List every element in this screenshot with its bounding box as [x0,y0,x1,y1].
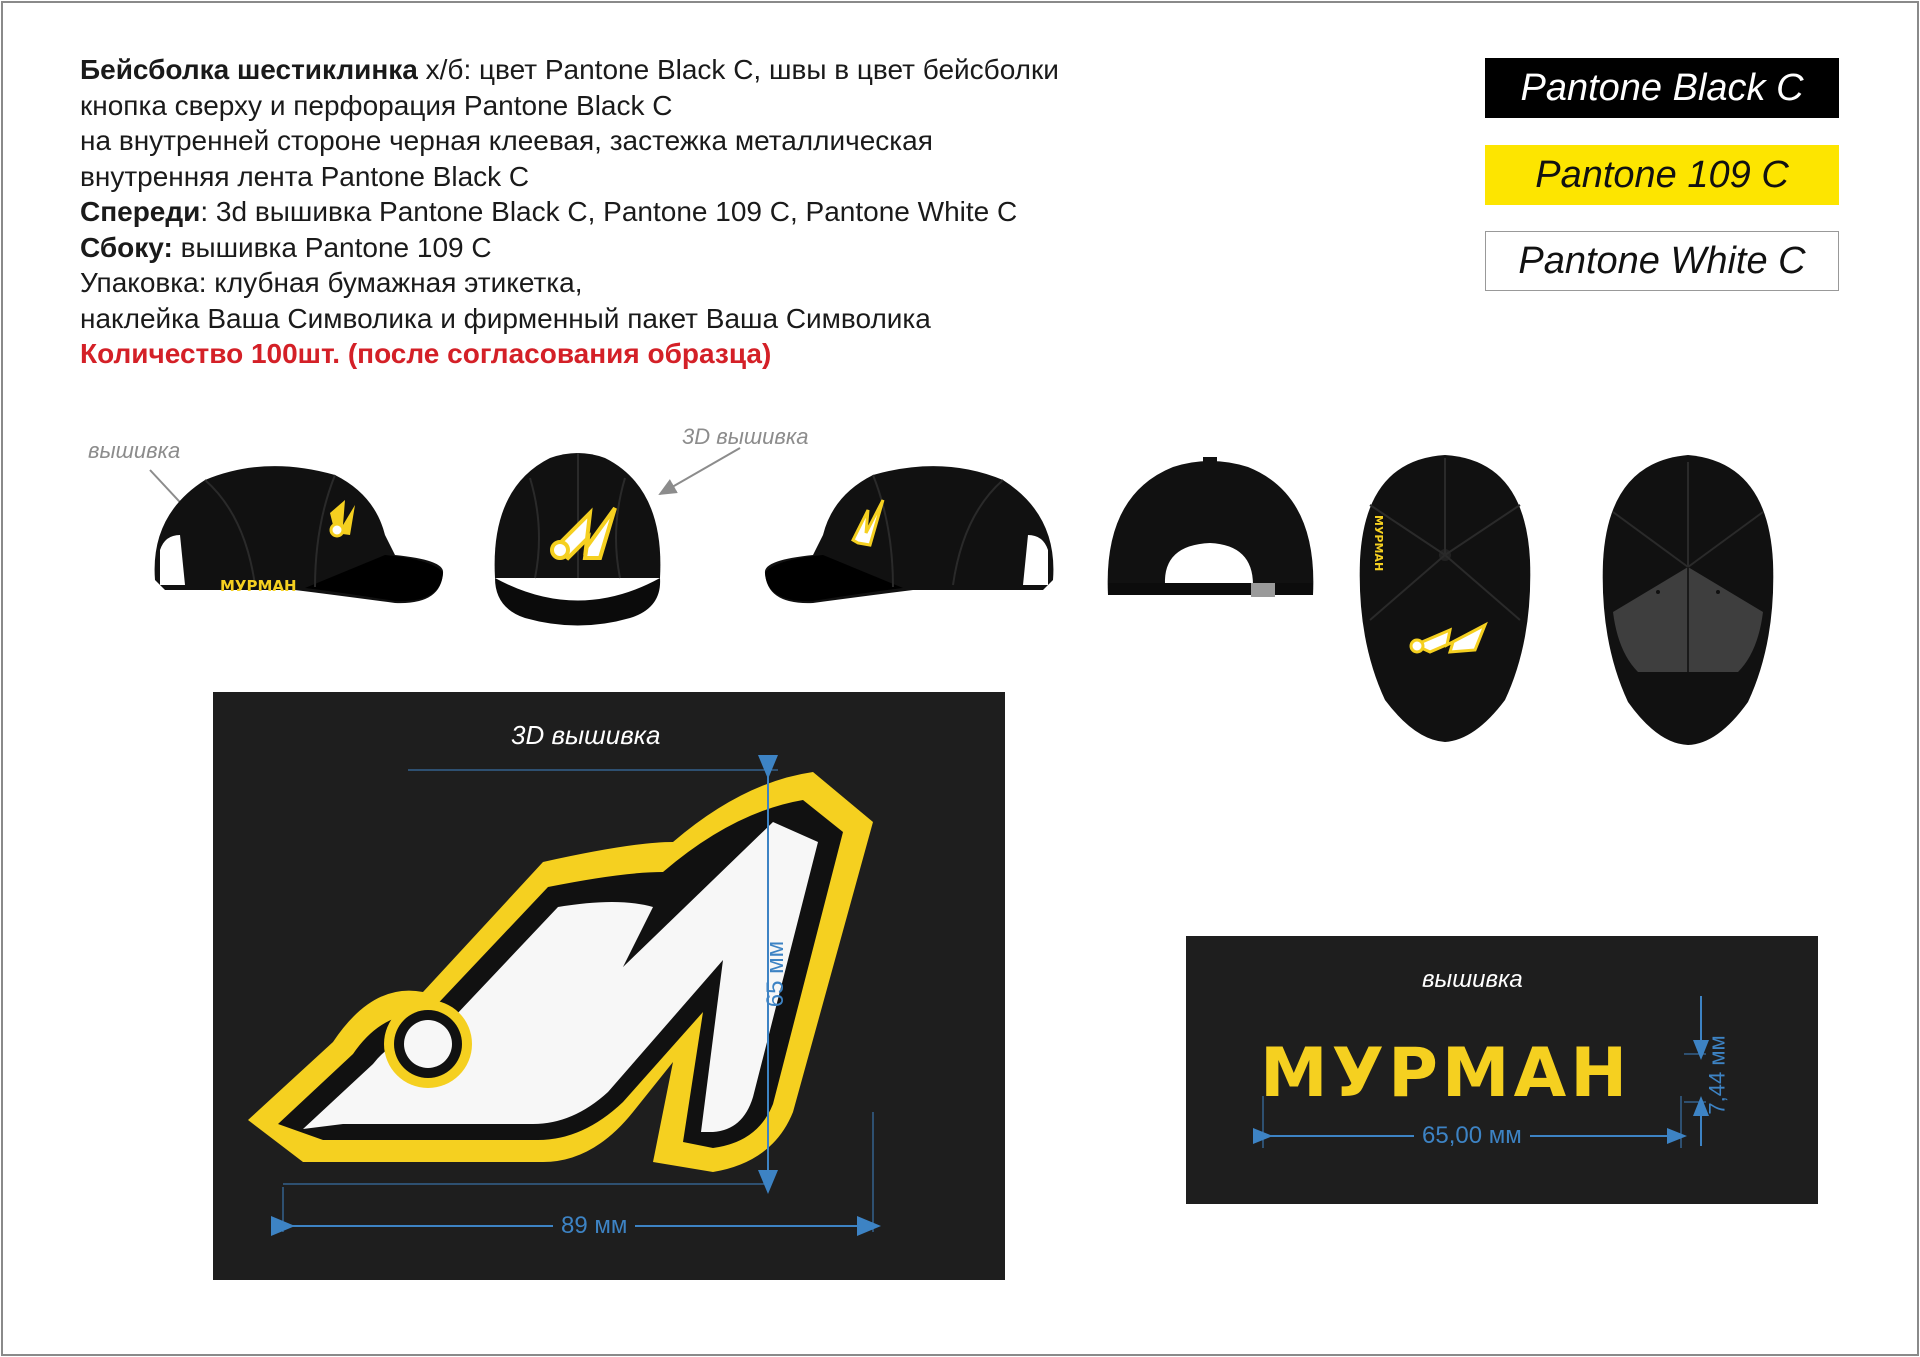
logo-width-dimension: 89 мм [553,1212,635,1240]
product-name: Бейсболка шестиклинка [80,54,418,85]
front-desc: : 3d вышивка Pantone Black C, Pantone 109 C, Pantone White C [200,196,1018,227]
cap-underside-view [1598,452,1778,747]
text-width-dimension: 65,00 мм [1414,1122,1530,1150]
m-logo [213,692,1005,1280]
cap-top-side-text: МУРМАН [1372,515,1385,572]
spec-line-2: кнопка сверху и перфорация Pantone Black C [80,89,673,121]
swatch-pantone-white: Pantone White C [1485,231,1839,291]
text-panel-title: вышивка [1422,966,1523,993]
logo-panel-title: 3D вышивка [511,720,661,750]
cap-side-view-right [758,455,1063,610]
swatch-pantone-109: Pantone 109 C [1485,145,1839,205]
quantity-line: Количество 100шт. (после согласования образца) [80,338,772,369]
spec-line-8: наклейка Ваша Символика и фирменный пакет Ваша Символика [80,302,931,334]
text-height-dimension: 7,44 мм [1704,1035,1730,1115]
cap-back-view [1103,455,1318,605]
cap-side-text: МУРМАН [220,577,297,595]
swatch-pantone-black: Pantone Black C [1485,58,1839,118]
cap-top-view [1355,450,1535,745]
side-desc: вышивка Pantone 109 C [172,231,492,263]
spec-line-3: на внутренней стороне черная клеевая, застежка металлическая [80,125,933,156]
logo-embroidery-panel [213,692,1005,1280]
product-color: х/б: цвет Pantone Black C, швы в цвет бейсболки [417,54,1059,85]
murman-wordmark: МУРМАН [1260,1034,1632,1113]
spec-line-7: Упаковка: клубная бумажная этикетка, [80,267,583,298]
front-label: Спереди [80,196,201,227]
front-3d-embroidery-label: 3D вышивка [682,424,809,449]
logo-height-dimension: 65 мм [762,940,790,1008]
cap-front-view [490,448,665,633]
cap-side-view-left [145,455,450,610]
spec-line-4: внутренняя лента Pantone Black C [80,160,530,192]
side-label: Сбоку: [80,231,173,263]
side-embroidery-label: вышивка [88,438,181,463]
text-embroidery-panel [1186,936,1818,1204]
